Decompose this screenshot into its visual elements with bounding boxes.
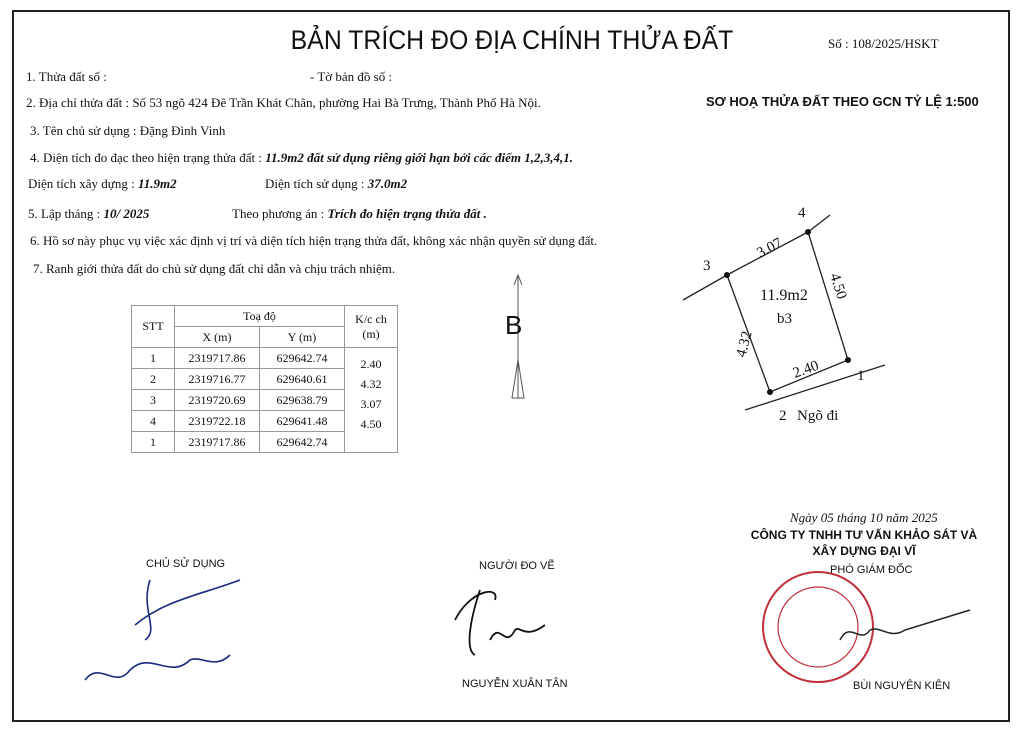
construction-area: Diện tích xây dựng : 11.9m2 <box>28 176 177 191</box>
director-role: PHÓ GIÁM ĐỐC <box>830 564 913 576</box>
cell: 629638.79 <box>260 390 345 411</box>
sign-date: Ngày 05 tháng 10 năm 2025 <box>790 510 938 525</box>
cell: 2319716.77 <box>175 369 260 390</box>
cell: 2319717.86 <box>175 348 260 369</box>
created-month: 5. Lập tháng : 10/ 2025 <box>28 206 150 221</box>
cell: 1 <box>132 348 175 369</box>
point-2: 2 <box>779 408 787 424</box>
cell: 1 <box>132 432 175 453</box>
point-1: 1 <box>857 368 865 384</box>
parcel-number: 1. Thửa đất số : <box>26 69 107 84</box>
note-6: 6. Hồ sơ này phục vụ việc xác định vị trí và diện tích hiện trạng thửa đất, không xác nhận quyền sử dụng đất. <box>30 233 598 248</box>
point-4: 4 <box>798 205 806 221</box>
parcel-label: b3 <box>777 311 792 327</box>
distance: 3.07 <box>360 397 382 411</box>
point-3: 3 <box>703 258 711 274</box>
cell: 3 <box>132 390 175 411</box>
sketch-title: SƠ HOẠ THỬA ĐẤT THEO GCN TỶ LỆ 1:500 <box>706 94 979 109</box>
page-title: BẢN TRÍCH ĐO ĐỊA CHÍNH THỬA ĐẤT <box>290 25 734 55</box>
surveyor-label: NGƯỜI ĐO VẼ <box>479 560 555 572</box>
header-distance: K/c ch (m) <box>345 306 398 348</box>
parcel-area: 11.9m2 <box>760 287 808 304</box>
map-sheet-number: - Tờ bản đồ số : <box>310 69 393 84</box>
header-x: X (m) <box>175 327 260 348</box>
header-stt: STT <box>132 306 175 348</box>
director-name: BÙI NGUYÊN KIÊN <box>853 680 951 692</box>
document-number: Số : 108/2025/HSKT <box>828 36 939 51</box>
distance: 4.50 <box>360 417 382 431</box>
method: Theo phương án : Trích đo hiện trạng thửa đất . <box>232 206 487 221</box>
cell: 629642.74 <box>260 432 345 453</box>
edge-3-4: 3.07 <box>754 235 786 262</box>
owner-signature <box>85 580 240 680</box>
edge-1-2: 2.40 <box>790 357 822 382</box>
cell: 629640.61 <box>260 369 345 390</box>
surveyor-name: NGUYỄN XUÂN TÂN <box>462 678 568 690</box>
director-signature <box>840 610 970 640</box>
cell: 629641.48 <box>260 411 345 432</box>
edge-4-1: 4.50 <box>826 271 850 302</box>
distance: 4.32 <box>360 377 382 391</box>
cell: 2319717.86 <box>175 432 260 453</box>
header-y: Y (m) <box>260 327 345 348</box>
owner-name: 3. Tên chủ sử dụng : Đặng Đình Vinh <box>30 123 226 138</box>
company-name-line1: CÔNG TY TNHH TƯ VẤN KHẢO SÁT VÀ <box>750 528 978 542</box>
cell: 4 <box>132 411 175 432</box>
distance: 2.40 <box>360 357 382 371</box>
road-label: Ngõ đi <box>797 408 839 424</box>
owner-label: CHỦ SỬ DỤNG <box>146 558 226 570</box>
cell: 2 <box>132 369 175 390</box>
note-7: 7. Ranh giới thửa đất do chủ sử dụng đất chỉ dẫn và chịu trách nhiệm. <box>33 261 396 276</box>
company-stamp <box>763 572 873 682</box>
surveyed-area: 4. Diện tích đo đạc theo hiện trạng thửa đất : 11.9m2 đất sử dụng riêng giới hạn bởi các điểm 1,2,3,4,1. <box>30 150 573 165</box>
header-coord: Toạ độ <box>175 306 345 327</box>
address: 2. Địa chỉ thửa đất : Số 53 ngõ 424 Đê Trần Khát Chân, phường Hai Bà Trưng, Thành Phố Hà Nội. <box>26 95 541 110</box>
company-name-line2: XÂY DỰNG ĐẠI VĨ <box>812 544 916 558</box>
north-label: B <box>505 310 523 340</box>
cell: 2319720.69 <box>175 390 260 411</box>
usage-area: Diện tích sử dụng : 37.0m2 <box>265 176 408 191</box>
cell: 2319722.18 <box>175 411 260 432</box>
edge-2-3: 4.32 <box>733 329 756 360</box>
cell: 629642.74 <box>260 348 345 369</box>
surveyor-signature <box>455 590 545 655</box>
